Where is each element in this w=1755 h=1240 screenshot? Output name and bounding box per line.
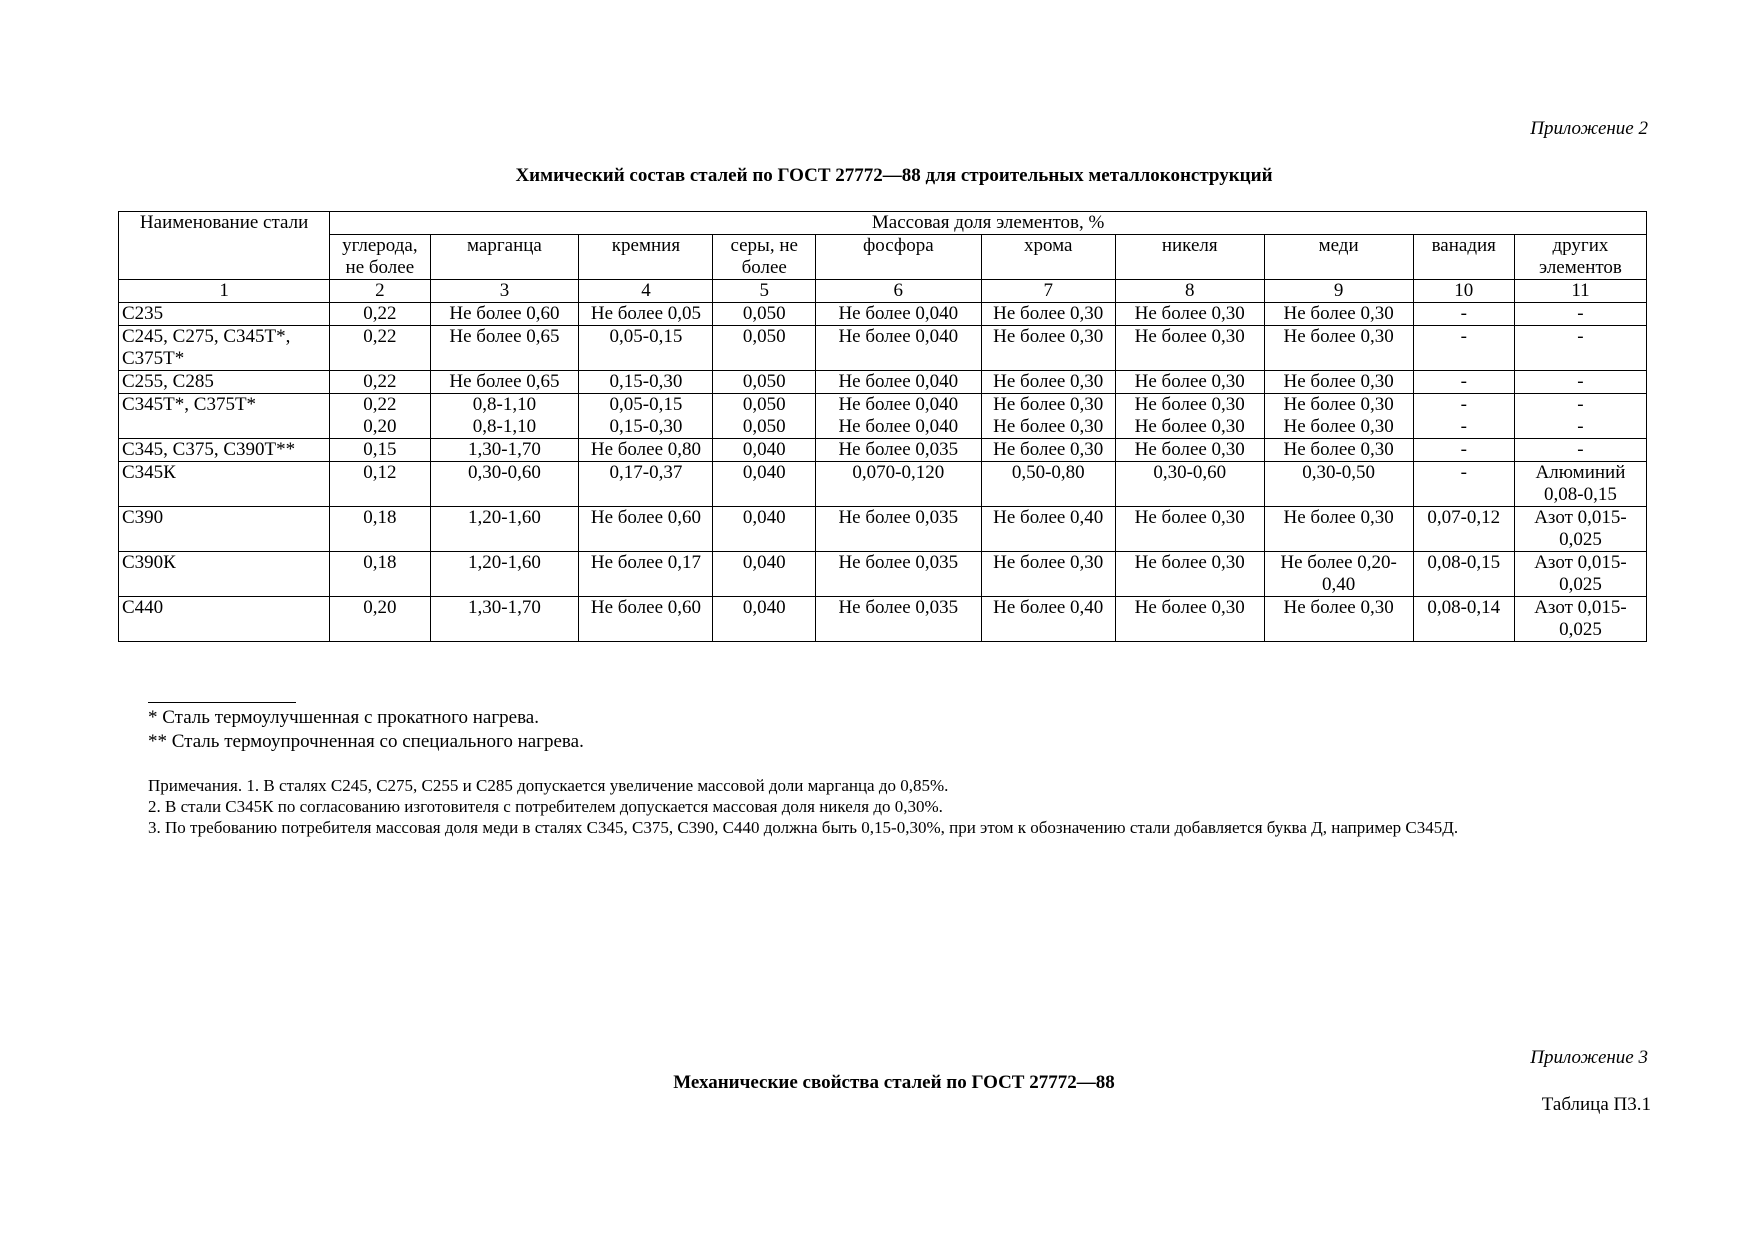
table-cell: 0,050 0,050 bbox=[713, 394, 815, 439]
table-cell: Не более 0,30 bbox=[1264, 326, 1413, 371]
table-cell: 0,18 bbox=[330, 552, 430, 597]
table-cell: 0,07-0,12 bbox=[1413, 507, 1514, 552]
table-cell: 0,22 bbox=[330, 371, 430, 394]
table-cell: 0,15 bbox=[330, 439, 430, 462]
table-cell: Не более 0,035 bbox=[815, 552, 981, 597]
table-cell: Не более 0,040 bbox=[815, 371, 981, 394]
column-header: кремния bbox=[579, 235, 713, 280]
table-row bbox=[119, 507, 1647, 552]
table-cell: 0,50-0,80 bbox=[981, 462, 1115, 507]
table-cell: Не более 0,30 bbox=[1264, 371, 1413, 394]
chemical-composition-title: Химический состав сталей по ГОСТ 27772—88 для строительных металлоконструкций bbox=[515, 165, 1273, 186]
table-cell: Не более 0,30 bbox=[1115, 507, 1264, 552]
column-header: углерода, не более bbox=[330, 235, 430, 280]
table-row bbox=[119, 371, 1647, 394]
table-cell: - bbox=[1413, 462, 1514, 507]
chemical-composition-table bbox=[118, 211, 1647, 642]
table-cell: Не более 0,40 bbox=[981, 597, 1115, 642]
table-cell: Не более 0,40 bbox=[981, 507, 1115, 552]
mass-fraction-header: Массовая доля элементов, % bbox=[330, 212, 1647, 235]
steel-grade-cell: С390К bbox=[119, 552, 330, 597]
table-cell: Не более 0,040 bbox=[815, 303, 981, 326]
table-cell: 0,050 bbox=[713, 371, 815, 394]
table-cell: - bbox=[1413, 326, 1514, 371]
table-cell: Не более 0,30 bbox=[1264, 507, 1413, 552]
steel-grade-cell: С390 bbox=[119, 507, 330, 552]
table-cell: Не более 0,60 bbox=[430, 303, 579, 326]
column-header: других элементов bbox=[1514, 235, 1646, 280]
table-cell: 0,05-0,15 bbox=[579, 326, 713, 371]
table-cell: 0,8-1,10 0,8-1,10 bbox=[430, 394, 579, 439]
table-cell: Не более 0,30 bbox=[1264, 439, 1413, 462]
column-number: 2 bbox=[330, 280, 430, 303]
table-cell: Не более 0,30 bbox=[1115, 371, 1264, 394]
table-cell: Не более 0,30 bbox=[1264, 597, 1413, 642]
table-cell: Не более 0,040 bbox=[815, 326, 981, 371]
table-body bbox=[119, 212, 1647, 642]
table-cell: - bbox=[1514, 371, 1646, 394]
table-cell: - bbox=[1413, 303, 1514, 326]
column-number: 4 bbox=[579, 280, 713, 303]
column-header: меди bbox=[1264, 235, 1413, 280]
table-cell: - bbox=[1514, 439, 1646, 462]
column-number: 10 bbox=[1413, 280, 1514, 303]
steel-name-header: Наименование стали bbox=[119, 212, 330, 280]
table-cell: 0,040 bbox=[713, 552, 815, 597]
table-cell: Азот 0,015-0,025 bbox=[1514, 507, 1646, 552]
table-cell: 0,08-0,14 bbox=[1413, 597, 1514, 642]
footnote-2: ** Сталь термоупрочненная со специального нагрева. bbox=[148, 731, 584, 752]
steel-grade-cell: С440 bbox=[119, 597, 330, 642]
table-cell: Не более 0,30 bbox=[981, 439, 1115, 462]
table-cell: 0,22 bbox=[330, 326, 430, 371]
table-cell: 1,30-1,70 bbox=[430, 439, 579, 462]
table-cell: 0,040 bbox=[713, 439, 815, 462]
table-cell: 0,20 bbox=[330, 597, 430, 642]
table-cell: Не более 0,30 bbox=[981, 371, 1115, 394]
steel-grade-cell: С255, С285 bbox=[119, 371, 330, 394]
table-cell: Не более 0,035 bbox=[815, 597, 981, 642]
table-cell: Азот 0,015-0,025 bbox=[1514, 597, 1646, 642]
table-cell: Не более 0,040 Не более 0,040 bbox=[815, 394, 981, 439]
table-row bbox=[119, 394, 1647, 439]
footnote-1: * Сталь термоулучшенная с прокатного нагрева. bbox=[148, 707, 539, 728]
table-cell: Не более 0,30 bbox=[1115, 439, 1264, 462]
table-row bbox=[119, 597, 1647, 642]
table-cell: Не более 0,30 Не более 0,30 bbox=[1264, 394, 1413, 439]
table-cell: 0,040 bbox=[713, 507, 815, 552]
table-cell: Не более 0,30 bbox=[1115, 326, 1264, 371]
steel-grade-cell: С235 bbox=[119, 303, 330, 326]
column-header: марганца bbox=[430, 235, 579, 280]
column-header: никеля bbox=[1115, 235, 1264, 280]
table-cell: Не более 0,30 bbox=[981, 326, 1115, 371]
table-cell: Алюминий 0,08-0,15 bbox=[1514, 462, 1646, 507]
table-cell: 1,20-1,60 bbox=[430, 552, 579, 597]
table-cell: - bbox=[1413, 371, 1514, 394]
table-row bbox=[119, 552, 1647, 597]
table-cell: Азот 0,015-0,025 bbox=[1514, 552, 1646, 597]
table-row bbox=[119, 303, 1647, 326]
column-header: фосфора bbox=[815, 235, 981, 280]
table-cell: - - bbox=[1514, 394, 1646, 439]
table-cell: 0,12 bbox=[330, 462, 430, 507]
note-2: 2. В стали С345К по согласованию изготовителя с потребителем допускается массовая доля никеля до 0,30%. bbox=[148, 797, 943, 816]
mechanical-properties-title: Механические свойства сталей по ГОСТ 27772—88 bbox=[673, 1072, 1115, 1093]
column-header-row bbox=[119, 235, 1647, 280]
table-cell: Не более 0,20-0,40 bbox=[1264, 552, 1413, 597]
table-cell: 0,050 bbox=[713, 303, 815, 326]
table-cell: - bbox=[1514, 326, 1646, 371]
table-number-label: Таблица П3.1 bbox=[1541, 1094, 1651, 1115]
appendix-2-label: Приложение 2 bbox=[1530, 118, 1648, 139]
table-cell: Не более 0,30 Не более 0,30 bbox=[981, 394, 1115, 439]
table-cell: Не более 0,30 bbox=[1264, 303, 1413, 326]
note-3: 3. По требованию потребителя массовая доля меди в сталях С345, С375, С390, С440 должна быть 0,15-0,30%, при этом к обозначению стали добавляется буква Д, например С345Д. bbox=[148, 818, 1459, 837]
table-cell: 0,15-0,30 bbox=[579, 371, 713, 394]
header-row bbox=[119, 212, 1647, 235]
column-number: 8 bbox=[1115, 280, 1264, 303]
table-cell: 0,18 bbox=[330, 507, 430, 552]
steel-grade-cell: С345Т*, С375Т* bbox=[119, 394, 330, 439]
appendix-3-label: Приложение 3 bbox=[1530, 1047, 1648, 1068]
table-cell: Не более 0,30 Не более 0,30 bbox=[1115, 394, 1264, 439]
column-number: 5 bbox=[713, 280, 815, 303]
table-cell: Не более 0,80 bbox=[579, 439, 713, 462]
table-cell: Не более 0,30 bbox=[1115, 303, 1264, 326]
table-row bbox=[119, 462, 1647, 507]
table-cell: Не более 0,65 bbox=[430, 371, 579, 394]
column-number: 9 bbox=[1264, 280, 1413, 303]
table-cell: 0,22 0,20 bbox=[330, 394, 430, 439]
column-number: 3 bbox=[430, 280, 579, 303]
table-cell: Не более 0,60 bbox=[579, 597, 713, 642]
table-cell: 0,17-0,37 bbox=[579, 462, 713, 507]
table-cell: Не более 0,17 bbox=[579, 552, 713, 597]
steel-grade-cell: С345, С375, С390Т** bbox=[119, 439, 330, 462]
table-cell: Не более 0,30 bbox=[981, 552, 1115, 597]
table-cell: 0,30-0,60 bbox=[430, 462, 579, 507]
table-cell: - bbox=[1413, 439, 1514, 462]
column-header: хрома bbox=[981, 235, 1115, 280]
table-cell: - - bbox=[1413, 394, 1514, 439]
table-cell: Не более 0,05 bbox=[579, 303, 713, 326]
table-cell: 0,22 bbox=[330, 303, 430, 326]
table-cell: 0,050 bbox=[713, 326, 815, 371]
column-header: ванадия bbox=[1413, 235, 1514, 280]
table-cell: 0,08-0,15 bbox=[1413, 552, 1514, 597]
column-number-row bbox=[119, 280, 1647, 303]
column-header: серы, не более bbox=[713, 235, 815, 280]
table-cell: Не более 0,60 bbox=[579, 507, 713, 552]
steel-grade-cell: С245, С275, С345Т*, С375Т* bbox=[119, 326, 330, 371]
table-row bbox=[119, 326, 1647, 371]
column-number: 11 bbox=[1514, 280, 1646, 303]
table-cell: 0,30-0,60 bbox=[1115, 462, 1264, 507]
table-cell: 0,070-0,120 bbox=[815, 462, 981, 507]
table-cell: 0,30-0,50 bbox=[1264, 462, 1413, 507]
column-number: 6 bbox=[815, 280, 981, 303]
column-number: 1 bbox=[119, 280, 330, 303]
footnote-rule bbox=[148, 702, 296, 703]
table-cell: 0,040 bbox=[713, 597, 815, 642]
table-cell: 0,040 bbox=[713, 462, 815, 507]
table-cell: Не более 0,30 bbox=[1115, 552, 1264, 597]
column-number: 7 bbox=[981, 280, 1115, 303]
table-cell: Не более 0,035 bbox=[815, 507, 981, 552]
table-cell: Не более 0,65 bbox=[430, 326, 579, 371]
note-1: Примечания. 1. В сталях С245, С275, С255 и С285 допускается увеличение массовой доли марганца до 0,85%. bbox=[148, 776, 949, 795]
table-cell: - bbox=[1514, 303, 1646, 326]
table-cell: 0,05-0,15 0,15-0,30 bbox=[579, 394, 713, 439]
table-cell: Не более 0,30 bbox=[1115, 597, 1264, 642]
table-cell: 1,30-1,70 bbox=[430, 597, 579, 642]
table-cell: 1,20-1,60 bbox=[430, 507, 579, 552]
table-cell: Не более 0,035 bbox=[815, 439, 981, 462]
table-cell: Не более 0,30 bbox=[981, 303, 1115, 326]
table-row bbox=[119, 439, 1647, 462]
steel-grade-cell: С345К bbox=[119, 462, 330, 507]
